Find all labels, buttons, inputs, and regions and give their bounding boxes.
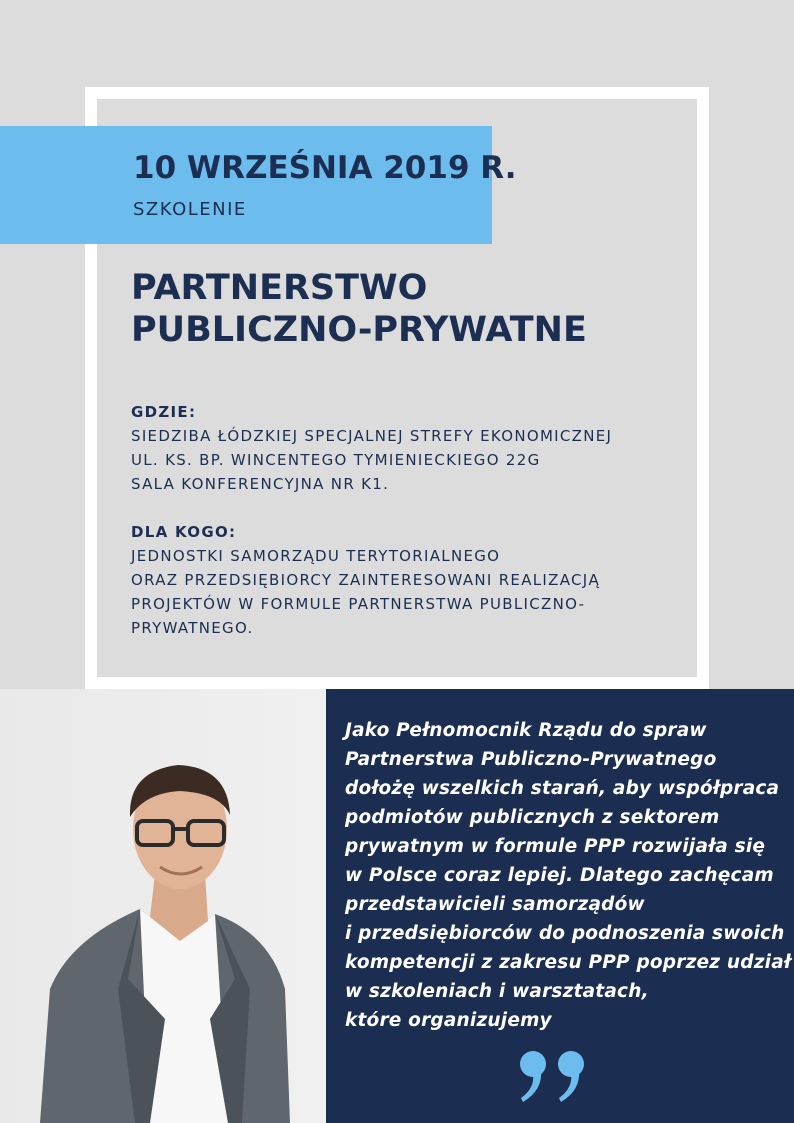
- page-title: [131, 267, 587, 351]
- portrait-illustration: [0, 689, 326, 1123]
- quote-line: podmiotów publicznych z sektorem: [345, 807, 720, 828]
- location-line: SIEDZIBA ŁÓDZKIEJ SPECJALNEJ STREFY EKONOMICZNEJ: [131, 427, 613, 445]
- event-type: SZKOLENIE: [133, 199, 247, 220]
- audience-line: PRYWATNEGO.: [131, 619, 254, 637]
- location-label: GDZIE:: [131, 403, 197, 421]
- audience-line: PROJEKTÓW W FORMULE PARTNERSTWA PUBLICZNO-: [131, 595, 586, 613]
- quote-line: Partnerstwa Publiczno-Prywatnego: [345, 749, 717, 770]
- audience-section: [131, 520, 691, 640]
- event-date: 10 WRZEŚNIA 2019 R.: [133, 150, 517, 186]
- title-line: PARTNERSTWO: [131, 268, 428, 308]
- quote-line: przedstawicieli samorządów: [345, 894, 645, 915]
- quote-text: [345, 716, 792, 1035]
- audience-line: ORAZ PRZEDSIĘBIORCY ZAINTERESOWANI REALIZACJĄ: [131, 571, 601, 589]
- location-line: SALA KONFERENCYJNA NR K1.: [131, 475, 390, 493]
- location-section: [131, 400, 691, 496]
- quote-line: Jako Pełnomocnik Rządu do spraw: [345, 720, 707, 741]
- quote-line: kompetencji z zakresu PPP poprzez udział: [345, 952, 792, 973]
- speaker-photo: [0, 689, 326, 1123]
- audience-line: JEDNOSTKI SAMORZĄDU TERYTORIALNEGO: [131, 547, 501, 565]
- quote-line: w szkoleniach i warsztatach,: [345, 981, 649, 1002]
- quote-line: prywatnym w formule PPP rozwijała się: [345, 836, 766, 857]
- quote-line: dołożę wszelkich starań, aby współpraca: [345, 778, 780, 799]
- location-line: UL. KS. BP. WINCENTEGO TYMIENIECKIEGO 22G: [131, 451, 541, 469]
- quote-line: w Polsce coraz lepiej. Dlatego zachęcam: [345, 865, 774, 886]
- quote-line: które organizujemy: [345, 1010, 552, 1031]
- quote-line: i przedsiębiorców do podnoszenia swoich: [345, 923, 785, 944]
- title-line: PUBLICZNO-PRYWATNE: [131, 310, 587, 350]
- closing-quote-icon: [513, 1046, 593, 1106]
- audience-label: DLA KOGO:: [131, 523, 237, 541]
